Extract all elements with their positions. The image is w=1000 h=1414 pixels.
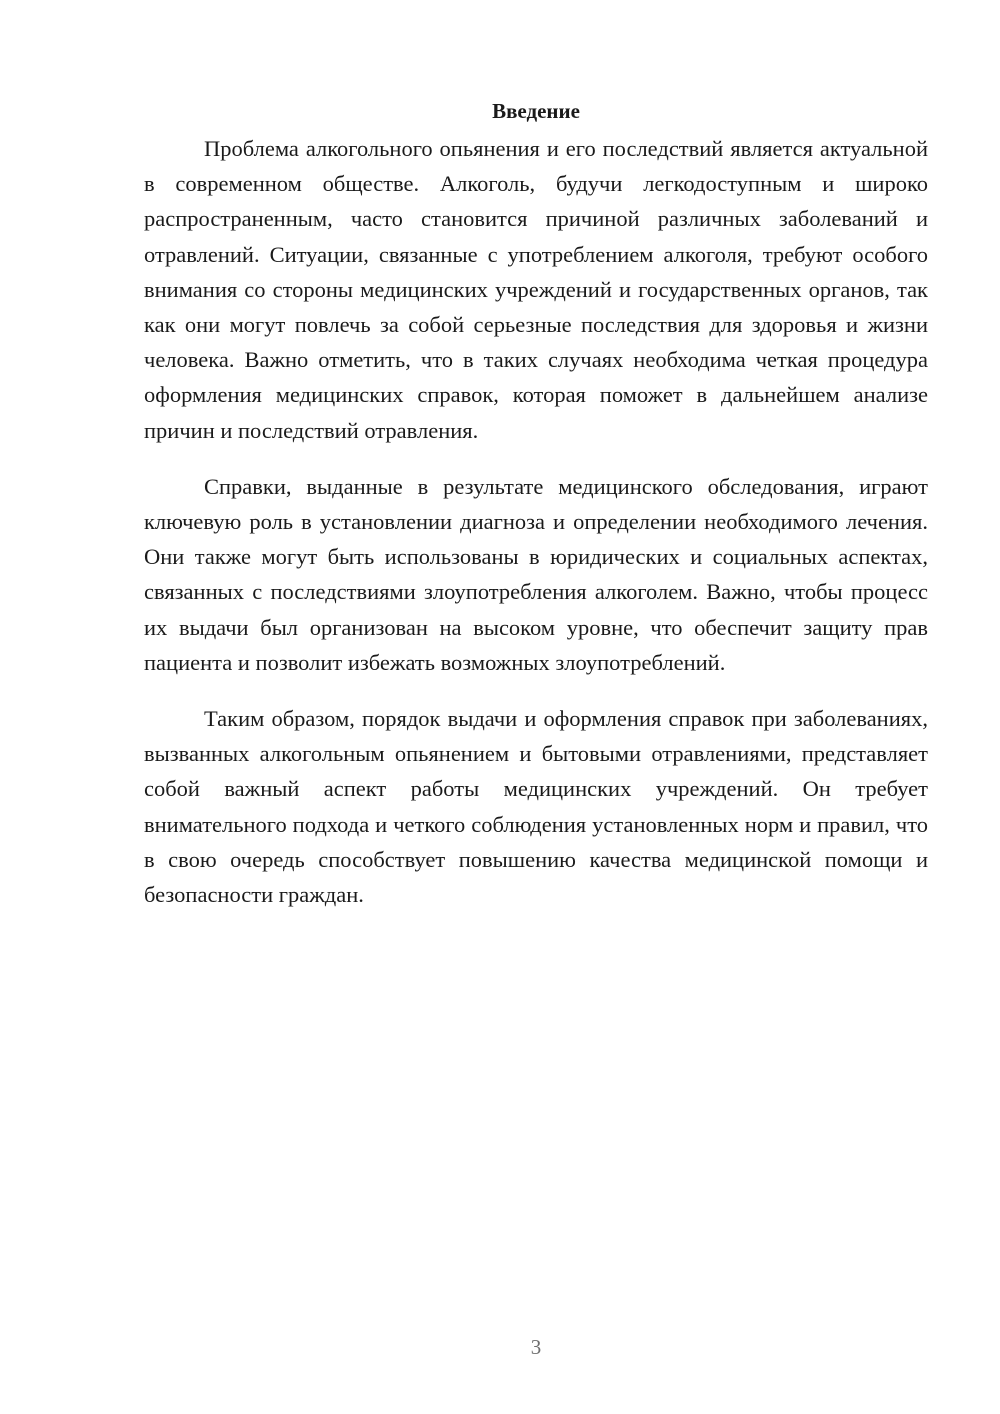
paragraph-3: Таким образом, порядок выдачи и оформления справок при заболеваниях, вызванных алкогольным опьянением и бытовыми отравлениями, представляет собой важный аспект работы медицинских учреждений. Он требует внимательного подхода и четкого соблюдения установленных норм и правил, что в свою очередь способствует повышению качества медицинской помощи и безопасности граждан. (144, 706, 928, 908)
document-body (144, 96, 928, 933)
paragraph-2: Справки, выданные в результате медицинского обследования, играют ключевую роль в установлении диагноза и определении необходимого лечения. Они также могут быть использованы в юридических и социальных аспектах, связанных с последствиями злоупотребления алкоголем. Важно, чтобы процесс их выдачи был организован на высоком уровне, что обеспечит защиту прав пациента и позволит избежать возможных злоупотреблений. (144, 473, 928, 675)
section-heading: Введение (492, 99, 580, 123)
paragraph-1: Проблема алкогольного опьянения и его последствий является актуальной в современном обществе. Алкоголь, будучи легкодоступным и широко распространенным, часто становится причиной различных заболеваний и отравлений. Ситуации, связанные с употреблением алкоголя, требуют особого внимания со стороны медицинских учреждений и государственных органов, так как они могут повлечь за собой серьезные последствия для здоровья и жизни человека. Важно отметить, что в таких случаях необходима четкая процедура оформления медицинских справок, которая поможет в дальнейшем анализе причин и последствий отравления. (144, 136, 928, 443)
page-number: 3 (530, 1335, 542, 1359)
